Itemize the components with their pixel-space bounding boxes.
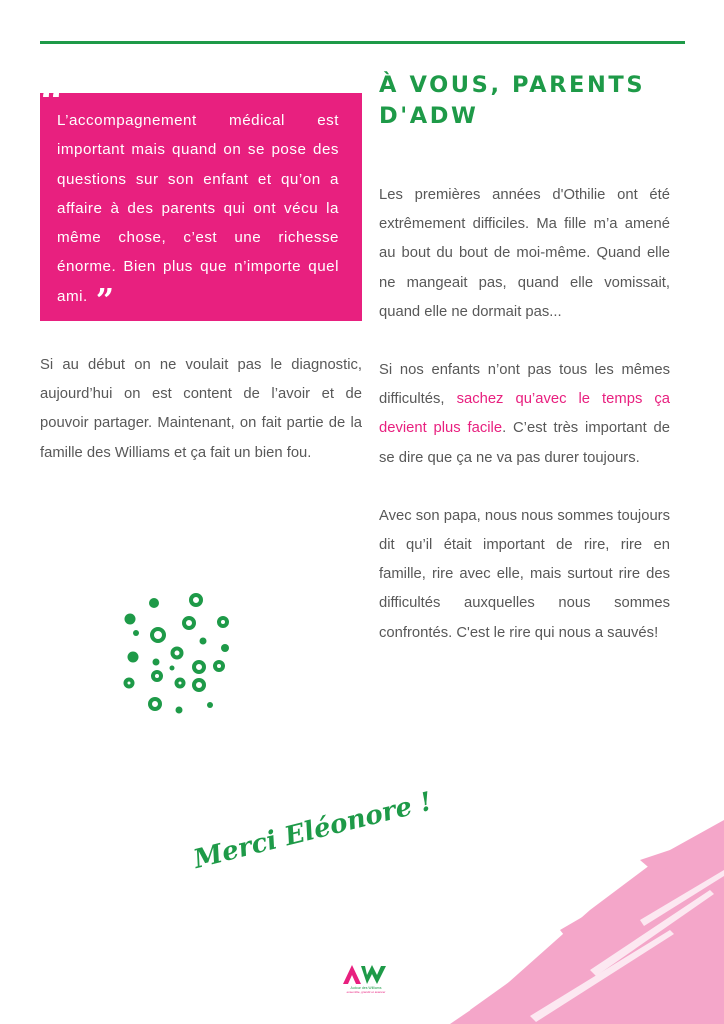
green-dots-decoration [110,582,250,722]
page-title [379,70,679,132]
pull-quote [57,106,339,319]
title-line-2: D'ADW [379,103,479,129]
open-quote-icon: “ [40,77,66,128]
highlighted-phrase: sachez qu’avec le temps ça devient plus facile [379,391,670,437]
right-column [379,181,670,677]
autour-des-williams-logo [336,962,396,1006]
paragraph-2-end: . C’est très important de se dire que ça ne va pas durer toujours. [379,420,670,466]
pull-quote-text: L’accompagnement médical est important mais quand on se pose des questions sur son enfant et qu’on a affaire à des parents qui ont vécu la même chose, c’est une richesse énorme. Bien plus que n’importe quel ami. [57,112,339,305]
pink-brush-stroke-decoration [440,820,724,1024]
top-divider [40,41,685,44]
title-line-1: À VOUS, PARENTS [379,72,646,98]
logo-tagline: ensemble, grandir et avancer [346,990,386,994]
close-quote-icon: ” [95,280,115,319]
paragraph-3: Avec son papa, nous nous sommes toujours dit qu’il était important de rire, rire en famille, rire avec elle, mais surtout rire des difficultés auxquelles nous sommes confrontés. C'est le rire qui nous a sauvés! [379,507,670,641]
aw-logo-icon [341,962,391,986]
left-paragraph: Si au début on ne voulait pas le diagnostic, aujourd’hui on est content de l’avoir et de pouvoir partager. Maintenant, on fait partie de la famille des Williams et ça fait un bien fou. [40,357,362,461]
paragraph-2 [379,356,670,473]
paragraph-2-start: Si nos enfants n’ont pas tous les mêmes difficultés, [379,362,670,408]
signature: Merci Eléonore ! [190,786,436,875]
logo-name: Autour des Williams [350,986,382,990]
paragraph-1: Les premières années d'Othilie ont été extrêmement difficiles. Ma fille m’a amené au bout du bout de moi-même. Quand elle ne mangeait pas, quand elle vomissait, quand elle ne dormait pas... [379,187,670,320]
